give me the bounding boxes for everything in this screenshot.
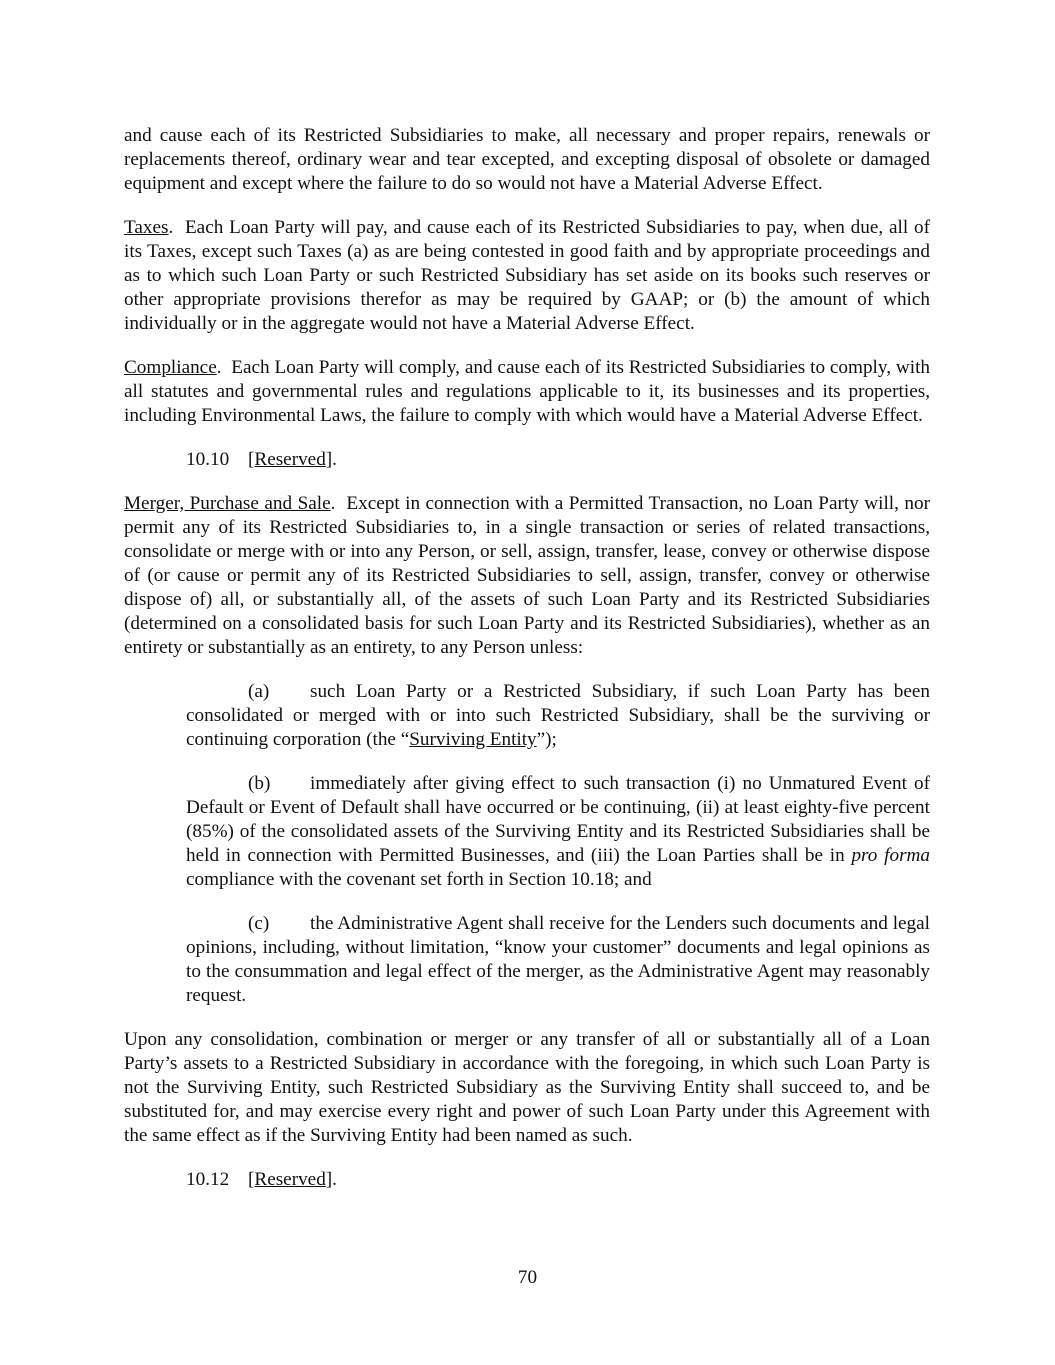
item-a-close: ”); [536, 729, 557, 750]
paragraph-upon-consolidation: Upon any consolidation, combination or merger or any transfer of all or substantially all of a Loan Party’s assets to a Restricted Subsidiary in accordance with the foregoing, in which such Loan Party is not the Surviving Entity, such Restricted Subsidiary as the Surviving Entity shall succeed to, and be substituted for, and may exercise every right and power of such Loan Party under this Agreement with the same effect as if the Surviving Entity had been named as such. [124, 1029, 930, 1146]
merger-item-a [186, 680, 930, 752]
document-page [124, 124, 930, 1212]
item-c-text: the Administrative Agent shall receive for the Lenders such documents and legal opinions, including, without limitation, “know your customer” documents and legal opinions as to the consummation and legal effect of the merger, as the Administrative Agent may reasonably request. [186, 913, 930, 1006]
paragraph-compliance: Compliance. Each Loan Party will comply, and cause each of its Restricted Subsidiaries to comply, with all statutes and governmental rules and regulations applicable to it, its businesses and its properties, including Environmental Laws, the failure to comply with which would have a Material Adverse Effect. [124, 357, 930, 426]
section-10-10: 10.10 [Reserved]. [186, 449, 337, 470]
surviving-entity-term: Surviving Entity [409, 729, 537, 750]
pro-forma-term: pro forma [851, 845, 930, 866]
item-b-close: compliance with the covenant set forth in Section 10.18; and [186, 869, 652, 890]
section-10-12: 10.12 [Reserved]. [186, 1169, 337, 1190]
item-a-label: (a) [248, 681, 270, 702]
section-10-10-title: Reserved [254, 449, 326, 470]
section-10-12-number: 10.12 [186, 1169, 230, 1190]
item-b-label: (b) [248, 773, 271, 794]
compliance-heading: Compliance [124, 357, 217, 378]
paragraph-repairs: and cause each of its Restricted Subsidiaries to make, all necessary and proper repairs, renewals or replacements thereof, ordinary wear and tear excepted, and excepting disposal of obsolete or damaged equipment and except where the failure to do so would not have a Material Adverse Effect. [124, 125, 930, 194]
paragraph-taxes: Taxes. Each Loan Party will pay, and cause each of its Restricted Subsidiaries to pay, when due, all of its Taxes, except such Taxes (a) as are being contested in good faith and by appropriate proceedings and as to which such Loan Party or such Restricted Subsidiary has set aside on its books such reserves or other appropriate provisions therefor as may be required by GAAP; or (b) the amount of which individually or in the aggregate would not have a Material Adverse Effect. [124, 217, 931, 334]
merger-heading: Merger, Purchase and Sale [124, 493, 331, 514]
section-10-12-title: Reserved [254, 1169, 326, 1190]
taxes-heading: Taxes [124, 217, 169, 238]
compliance-body: Each Loan Party will comply, and cause each of its Restricted Subsidiaries to comply, with all statutes and governmental rules and regulations applicable to it, its businesses and its properties, including Environmental Laws, the failure to comply with which would have a Material Adverse Effect. [124, 357, 930, 426]
item-a-text: such Loan Party or a Restricted Subsidiary, if such Loan Party has been consolidated or merged with or into such Restricted Subsidiary, shall be the surviving or continuing corporation (the “ [186, 681, 930, 750]
section-10-10-number: 10.10 [186, 449, 230, 470]
item-b-text: immediately after giving effect to such transaction (i) no Unmatured Event of Default or Event of Default shall have occurred or be continuing, (ii) at least eighty-five percent (85%) of the consolidated assets of the Surviving Entity and its Restricted Subsidiaries shall be held in connection with Permitted Businesses, and (iii) the Loan Parties shall be in [186, 773, 930, 866]
taxes-body: Each Loan Party will pay, and cause each of its Restricted Subsidiaries to pay, when due, all of its Taxes, except such Taxes (a) as are being contested in good faith and by appropriate proceedings and as to which such Loan Party or such Restricted Subsidiary has set aside on its books such reserves or other appropriate provisions therefor as may be required by GAAP; or (b) the amount of which individually or in the aggregate would not have a Material Adverse Effect. [124, 217, 931, 334]
paragraph-merger: Merger, Purchase and Sale. Except in connection with a Permitted Transaction, no Loan Party will, nor permit any of its Restricted Subsidiaries to, in a single transaction or series of related transactions, consolidate or merge with or into any Person, or sell, assign, transfer, lease, convey or otherwise dispose of (or cause or permit any of its Restricted Subsidiaries to sell, assign, transfer, convey or otherwise dispose of) all, or substantially all, of the assets of such Loan Party and its Restricted Subsidiaries (determined on a consolidated basis for such Loan Party and its Restricted Subsidiaries), whether as an entirety or substantially as an entirety, to any Person unless: [124, 493, 930, 658]
merger-item-c [186, 912, 930, 1008]
merger-item-b [186, 772, 930, 892]
page-number: 70 [517, 1267, 538, 1288]
item-c-label: (c) [248, 913, 270, 934]
merger-body: Except in connection with a Permitted Transaction, no Loan Party will, nor permit any of its Restricted Subsidiaries to, in a single transaction or series of related transactions, consolidate or merge with or into any Person, or sell, assign, transfer, lease, convey or otherwise dispose of (or cause or permit any of its Restricted Subsidiaries to sell, assign, transfer, convey or otherwise dispose of) all, or substantially all, of the assets of such Loan Party and its Restricted Subsidiaries (determined on a consolidated basis for such Loan Party and its Restricted Subsidiaries), whether as an entirety or substantially as an entirety, to any Person unless: [124, 493, 930, 658]
